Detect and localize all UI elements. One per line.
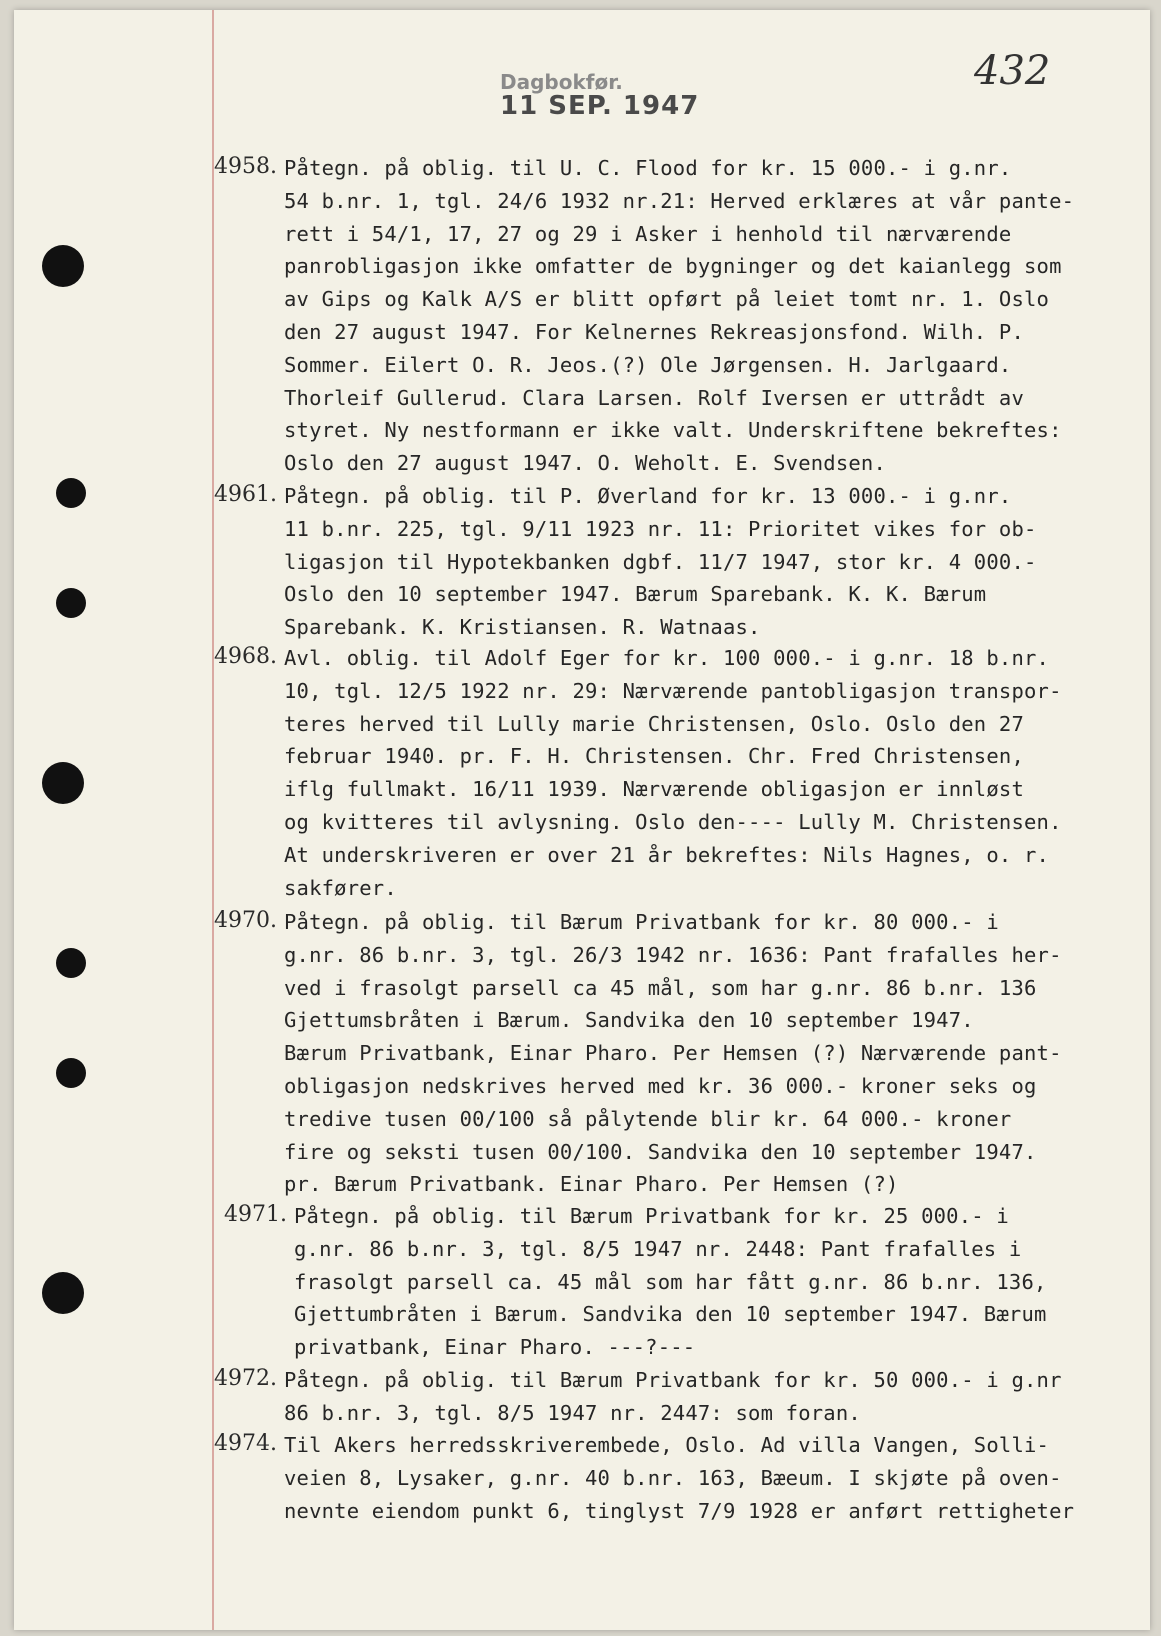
entry-text-line: februar 1940. pr. F. H. Christensen. Chr. Fred Christensen, [284, 744, 1024, 769]
entry-text-line: g.nr. 86 b.nr. 3, tgl. 26/3 1942 nr. 1636: Pant frafalles her- [284, 942, 1062, 967]
punch-hole [56, 948, 86, 978]
document-page [14, 10, 1150, 1630]
entry-text-line: av Gips og Kalk A/S er blitt opført på leiet tomt nr. 1. Oslo [284, 287, 1050, 312]
entry-text-line: Sparebank. K. Kristiansen. R. Watnaas. [284, 615, 761, 640]
stamp-date: 11 SEP. 1947 [500, 91, 700, 121]
entry-text-line: veien 8, Lysaker, g.nr. 40 b.nr. 163, Bæeum. I skjøte på oven- [284, 1465, 1062, 1490]
entry-text-line: fire og seksti tusen 00/100. Sandvika den 10 september 1947. [284, 1139, 1037, 1164]
entry-text-line: Påtegn. på oblig. til U. C. Flood for kr. 15 000.- i g.nr. [284, 156, 1012, 180]
entry-text-line: teres herved til Lully marie Christensen, Oslo. Oslo den 27 [284, 711, 1024, 736]
entry-number: 4972. [214, 1366, 277, 1391]
entry-number: 4974. [214, 1431, 277, 1456]
entry-text-line: Gjettumsbråten i Bærum. Sandvika den 10 september 1947. [284, 1008, 974, 1033]
entry-text-line: 54 b.nr. 1, tgl. 24/6 1932 nr.21: Herved erklæres at vår pante- [284, 188, 1075, 213]
entry-text-line: iflg fullmakt. 16/11 1939. Nærværende obligasjon er innløst [284, 777, 1024, 802]
entry-text-line: rett i 54/1, 17, 27 og 29 i Asker i henhold til nærværende [284, 221, 1012, 246]
entry-text-line: privatbank, Einar Pharo. ---?--- [294, 1335, 696, 1360]
entry-text-line: Gjettumbråten i Bærum. Sandvika den 10 september 1947. Bærum [294, 1302, 1047, 1327]
entry-text-line: Oslo den 27 august 1947. O. Weholt. E. Svendsen. [284, 451, 887, 476]
entry-text-line: Påtegn. på oblig. til Bærum Privatbank for kr. 80 000.- i [284, 910, 999, 934]
punch-hole [42, 245, 84, 287]
entry-text-line: og kvitteres til avlysning. Oslo den---- Lully M. Christensen. [284, 810, 1062, 834]
entry-text-line: frasolgt parsell ca. 45 mål som har fått g.nr. 86 b.nr. 136, [294, 1269, 1047, 1294]
entry-number: 4971. [224, 1202, 287, 1227]
entry-text-line: sakfører. [284, 875, 397, 900]
entry-text-line: Sommer. Eilert O. R. Jeos.(?) Ole Jørgensen. H. Jarlgaard. [284, 352, 1012, 377]
entry-text-line: Påtegn. på oblig. til Bærum Privatbank for kr. 50 000.- i g.nr [284, 1368, 1062, 1392]
registration-stamp [500, 72, 699, 120]
punch-hole [56, 588, 86, 618]
entry-number: 4970. [214, 908, 277, 933]
punch-hole [42, 762, 84, 804]
punch-hole [56, 1058, 86, 1088]
entry-text-line: Til Akers herredsskriverembede, Oslo. Ad villa Vangen, Solli- [284, 1433, 1050, 1457]
entry-text-line: ligasjon til Hypotekbanken dgbf. 11/7 1947, stor kr. 4 000.- [284, 549, 1037, 574]
entry-text-line: 86 b.nr. 3, tgl. 8/5 1947 nr. 2447: som foran. [284, 1400, 861, 1425]
entry-text-line: Oslo den 10 september 1947. Bærum Sparebank. K. K. Bærum [284, 582, 987, 607]
entry-text-line: panrobligasjon ikke omfatter de bygninger og det kaianlegg som [284, 254, 1062, 279]
stamp-label: Dagbokfør. [500, 70, 623, 94]
entry-text-line: pr. Bærum Privatbank. Einar Pharo. Per Hemsen (?) [284, 1172, 899, 1197]
entry-text-line: den 27 august 1947. For Kelnernes Rekreasjonsfond. Wilh. P. [284, 320, 1024, 344]
entry-text-line: At underskriveren er over 21 år bekreftes: Nils Hagnes, o. r. [284, 842, 1050, 867]
entry-text-line: ved i frasolgt parsell ca 45 mål, som har g.nr. 86 b.nr. 136 [284, 975, 1037, 1000]
entry-text-line: obligasjon nedskrives herved med kr. 36 000.- kroner seks og [284, 1074, 1037, 1098]
entry-text-line: nevnte eiendom punkt 6, tinglyst 7/9 1928 er anført rettigheter [284, 1498, 1075, 1523]
entry-number: 4961. [214, 482, 277, 507]
entry-text-line: Bærum Privatbank, Einar Pharo. Per Hemsen (?) Nærværende pant- [284, 1041, 1062, 1066]
entry-number: 4968. [214, 644, 277, 669]
entry-text-line: Påtegn. på oblig. til Bærum Privatbank for kr. 25 000.- i [294, 1204, 1009, 1228]
entry-text-line: Avl. oblig. til Adolf Eger for kr. 100 000.- i g.nr. 18 b.nr. [284, 646, 1050, 670]
entry-text-line: 10, tgl. 12/5 1922 nr. 29: Nærværende pantobligasjon transpor- [284, 678, 1062, 703]
entry-text-line: Påtegn. på oblig. til P. Øverland for kr. 13 000.- i g.nr. [284, 484, 1012, 508]
entry-text-line: styret. Ny nestformann er ikke valt. Underskriftene bekreftes: [284, 418, 1062, 443]
entry-text-line: Thorleif Gullerud. Clara Larsen. Rolf Iversen er uttrådt av [284, 385, 1024, 410]
entry-text-line: g.nr. 86 b.nr. 3, tgl. 8/5 1947 nr. 2448: Pant frafalles i [294, 1236, 1022, 1261]
entry-text-line: tredive tusen 00/100 så pålytende blir kr. 64 000.- kroner [284, 1106, 1012, 1131]
punch-hole [56, 478, 86, 508]
punch-hole [42, 1272, 84, 1314]
entry-text-line: 11 b.nr. 225, tgl. 9/11 1923 nr. 11: Prioritet vikes for ob- [284, 516, 1037, 541]
entry-number: 4958. [214, 154, 277, 179]
folio-number: 432 [974, 48, 1051, 94]
